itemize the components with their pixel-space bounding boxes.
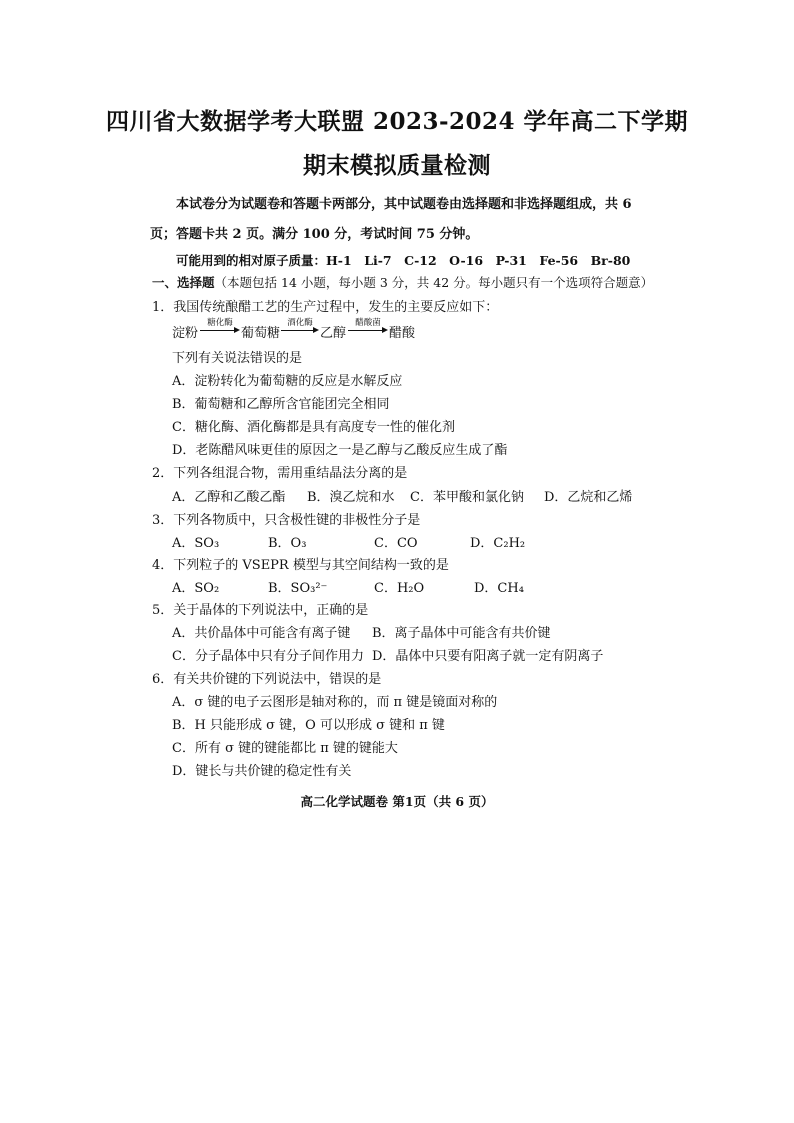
scheme-starch: 淀粉 bbox=[172, 326, 199, 341]
atomic-masses: 可能用到的相对原子质量：H-1 Li-7 C-12 O-16 P-31 Fe-56 Br-80 bbox=[176, 253, 631, 268]
q3-option-b: B．O₃ bbox=[268, 536, 307, 551]
q6-stem: 6．有关共价键的下列说法中，错误的是 bbox=[152, 672, 382, 687]
scheme-arrow-3 bbox=[348, 316, 388, 338]
q3-option-d: D．C₂H₂ bbox=[470, 536, 526, 551]
q3-option-a: A．SO₃ bbox=[172, 536, 220, 551]
section-heading bbox=[152, 273, 653, 291]
scheme-acetic-acid: 醋酸 bbox=[389, 326, 416, 341]
arrow-head-icon bbox=[313, 327, 319, 333]
q6-option-a: A．σ 键的电子云图形是轴对称的，而 π 键是镜面对称的 bbox=[172, 695, 498, 710]
q4-option-a: A．SO₂ bbox=[172, 581, 220, 596]
scheme-ethanol: 乙醇 bbox=[320, 326, 347, 341]
scheme-arrow-1 bbox=[200, 316, 240, 338]
q5-option-a: A．共价晶体中可能含有离子键 bbox=[172, 626, 351, 641]
section-title: 一、选择题 bbox=[152, 275, 215, 290]
q4-stem: 4．下列粒子的 VSEPR 模型与其空间结构一致的是 bbox=[152, 558, 449, 573]
exam-title-line2: 期末模拟质量检测 bbox=[303, 152, 491, 179]
q1-stem: 1．我国传统酿醋工艺的生产过程中，发生的主要反应如下： bbox=[152, 300, 499, 315]
q5-option-b: B．离子晶体中可能含有共价键 bbox=[372, 626, 551, 641]
q5-option-c: C．分子晶体中只有分子间作用力 bbox=[172, 649, 364, 664]
q1-option-b: B．葡萄糖和乙醇所含官能团完全相同 bbox=[172, 397, 390, 412]
arrow-head-icon bbox=[382, 327, 388, 333]
q1-option-a: A．淀粉转化为葡萄糖的反应是水解反应 bbox=[172, 374, 403, 389]
arrow-shaft bbox=[348, 330, 384, 331]
q2-stem: 2．下列各组混合物，需用重结晶法分离的是 bbox=[152, 466, 408, 481]
scheme-arrow-2 bbox=[281, 316, 319, 338]
q4-option-d: D．CH₄ bbox=[474, 581, 524, 596]
q4-option-c: C．H₂O bbox=[374, 581, 425, 596]
q1-option-c: C．糖化酶、酒化酶都是具有高度专一性的催化剂 bbox=[172, 420, 455, 435]
q6-option-d: D．键长与共价键的稳定性有关 bbox=[172, 764, 352, 779]
q2-option-a: A．乙醇和乙酸乙酯 bbox=[172, 490, 286, 505]
exam-title-line1: 四川省大数据学考大联盟 2023-2024 学年高二下学期 bbox=[105, 108, 689, 135]
q1-option-d: D．老陈醋风味更佳的原因之一是乙醇与乙酸反应生成了酯 bbox=[172, 443, 508, 458]
q5-option-d: D．晶体中只要有阳离子就一定有阴离子 bbox=[372, 649, 604, 664]
q3-option-c: C．CO bbox=[374, 536, 418, 551]
scheme-glucose: 葡萄糖 bbox=[241, 326, 281, 341]
arrow-shaft bbox=[200, 330, 236, 331]
exam-instructions: 本试卷分为试题卷和答题卡两部分，其中试题卷由选择题和非选择题组成，共 6 页；答题卡共 2 页。满分 100 分，考试时间 75 分钟。 bbox=[150, 197, 632, 242]
scheme-bacteria: 醋酸菌 bbox=[355, 318, 381, 328]
arrow-shaft bbox=[281, 330, 315, 331]
scheme-enzyme-1: 糖化酶 bbox=[207, 318, 233, 328]
q6-option-c: C．所有 σ 键的键能都比 π 键的键能大 bbox=[172, 741, 398, 756]
q2-option-c: C．苯甲酸和氯化钠 bbox=[410, 490, 524, 505]
q5-stem: 5．关于晶体的下列说法中，正确的是 bbox=[152, 603, 369, 618]
q2-option-d: D．乙烷和乙烯 bbox=[544, 490, 633, 505]
q2-option-b: B．溴乙烷和水 bbox=[307, 490, 395, 505]
q6-option-b: B．H 只能形成 σ 键，O 可以形成 σ 键和 π 键 bbox=[172, 718, 445, 733]
arrow-head-icon bbox=[234, 327, 240, 333]
page-footer: 高二化学试题卷 第1页（共 6 页） bbox=[300, 794, 494, 809]
q4-option-b: B．SO₃²⁻ bbox=[268, 581, 328, 596]
scheme-enzyme-2: 酒化酶 bbox=[287, 318, 313, 328]
q1-prompt: 下列有关说法错误的是 bbox=[172, 351, 303, 366]
q3-stem: 3．下列各物质中，只含极性键的非极性分子是 bbox=[152, 513, 421, 528]
section-note: （本题包括 14 小题，每小题 3 分，共 42 分。每小题只有一个选项符合题意） bbox=[214, 275, 654, 290]
